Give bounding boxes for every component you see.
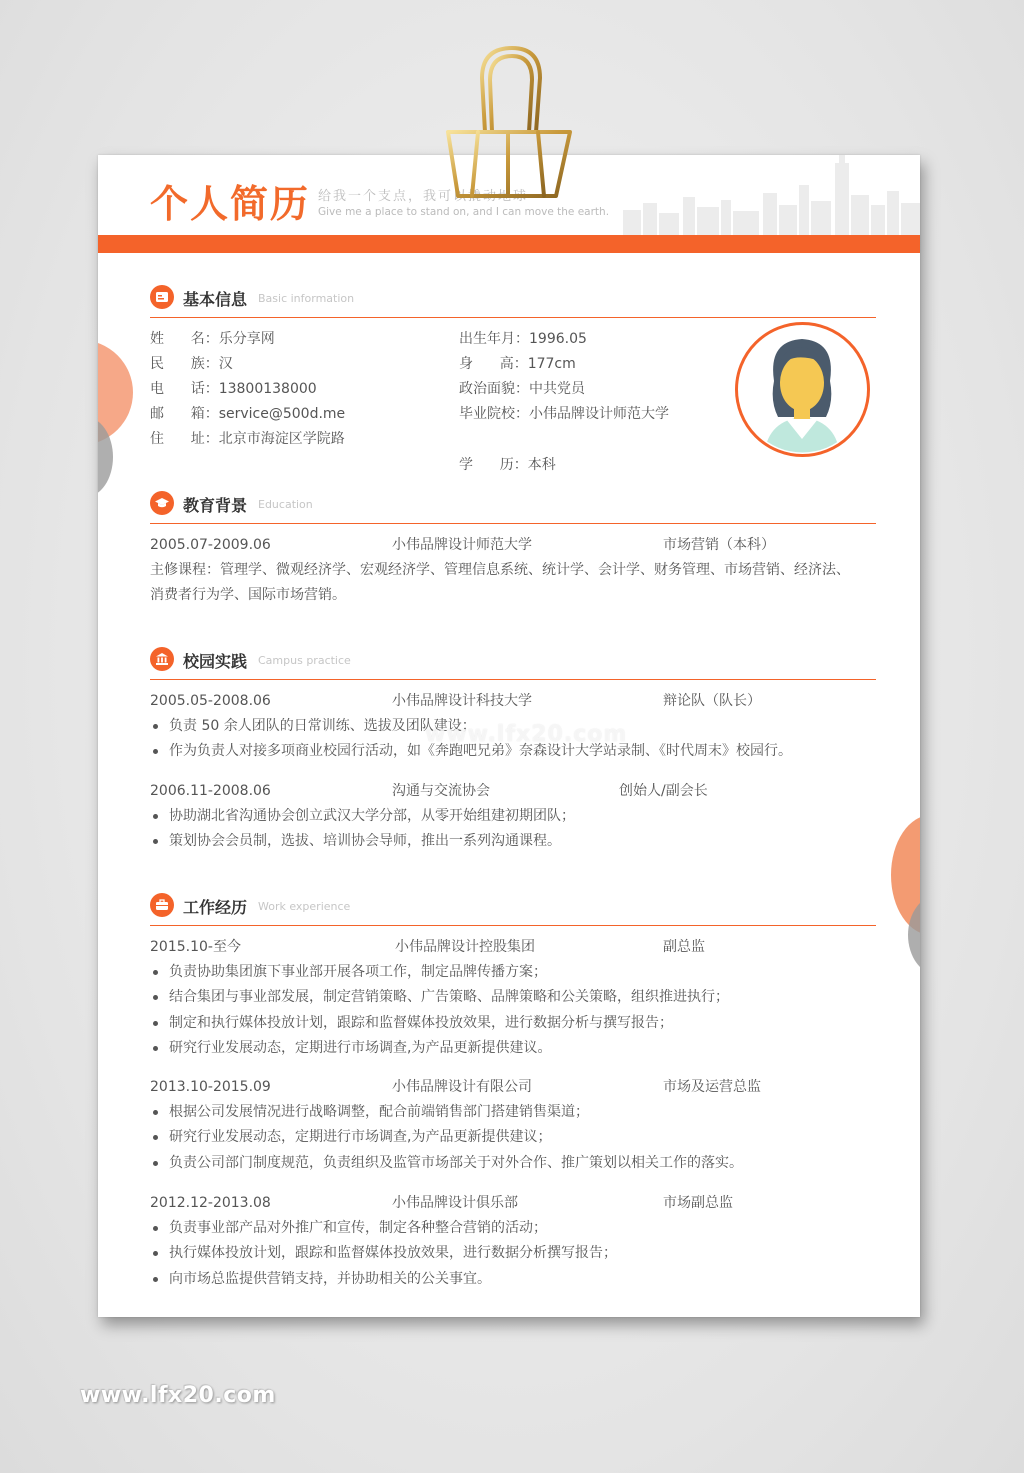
list-item: 研究行业发展动态，定期进行市场调查,为产品更新提供建议。 — [150, 1036, 729, 1061]
work-org: 小伟品牌设计俱乐部 — [392, 1195, 518, 1211]
list-item: 协助湖北省沟通协会创立武汉大学分部，从零开始组建初期团队； — [150, 804, 575, 829]
work-period: 2013.10-2015.09 — [150, 1079, 271, 1095]
education-courses-line2: 消费者行为学、国际市场营销。 — [150, 587, 346, 603]
section-title: 教育背景 — [183, 496, 248, 515]
id-card-icon — [150, 285, 174, 309]
list-item: 研究行业发展动态，定期进行市场调查,为产品更新提供建议； — [150, 1125, 743, 1150]
section-subtitle: Campus practice — [258, 654, 351, 667]
info-name: 姓 名：乐分享网 — [150, 331, 275, 347]
education-period: 2005.07-2009.06 — [150, 537, 271, 553]
list-item: 负责公司部门制度规范，负责组织及监管市场部关于对外合作、推广策划以相关工作的落实。 — [150, 1151, 743, 1176]
campus-role: 辩论队（队长） — [663, 693, 761, 709]
education-major: 市场营销（本科） — [663, 537, 775, 553]
info-politics: 政治面貌：中共党员 — [459, 381, 585, 397]
list-item: 负责协助集团旗下事业部开展各项工作，制定品牌传播方案； — [150, 960, 729, 985]
campus-org: 沟通与交流协会 — [392, 783, 490, 799]
avatar — [734, 321, 871, 458]
campus-building-icon — [150, 647, 174, 671]
briefcase-icon — [150, 893, 174, 917]
watermark-middle: www.lfx20.com — [425, 722, 628, 747]
education-school: 小伟品牌设计师范大学 — [392, 537, 532, 553]
info-address: 住 址：北京市海淀区学院路 — [150, 431, 345, 447]
watermark-bottom: www.lfx20.com — [80, 1383, 276, 1408]
section-header-education — [150, 491, 876, 524]
section-title: 校园实践 — [183, 652, 248, 671]
work-duties-list — [150, 1100, 743, 1176]
info-ethnicity: 民 族：汉 — [150, 356, 233, 372]
work-role: 市场及运营总监 — [663, 1079, 761, 1095]
list-item: 根据公司发展情况进行战略调整，配合前端销售部门搭建销售渠道； — [150, 1100, 743, 1125]
info-birth: 出生年月：1996.05 — [459, 331, 587, 347]
list-item: 制定和执行媒体投放计划，跟踪和监督媒体投放效果，进行数据分析与撰写报告； — [150, 1011, 729, 1036]
work-role: 副总监 — [663, 939, 705, 955]
list-item: 负责事业部产品对外推广和宣传，制定各种整合营销的活动； — [150, 1216, 617, 1241]
work-role: 市场副总监 — [663, 1195, 733, 1211]
list-item: 策划协会会员制，选拔、培训协会导师，推出一系列沟通课程。 — [150, 829, 575, 854]
city-skyline-icon — [613, 155, 920, 235]
graduation-cap-icon — [150, 491, 174, 515]
campus-period: 2006.11-2008.06 — [150, 783, 271, 799]
resume-title: 个人简历 — [150, 182, 311, 226]
work-duties-list — [150, 1216, 617, 1292]
work-period: 2015.10-至今 — [150, 939, 241, 955]
campus-duties-list — [150, 804, 575, 855]
section-subtitle: Education — [258, 498, 313, 511]
section-title: 基本信息 — [183, 290, 248, 309]
campus-period: 2005.05-2008.06 — [150, 693, 271, 709]
info-email: 邮 箱：service@500d.me — [150, 406, 346, 422]
section-header-basic — [150, 285, 876, 318]
work-duties-list — [150, 960, 729, 1061]
motto-chinese: 给我一个支点，我可以撬动地球 — [318, 189, 529, 204]
motto-english: Give me a place to stand on, and I can move the earth. — [318, 206, 610, 218]
campus-role: 创始人/副会长 — [619, 783, 708, 799]
section-subtitle: Work experience — [258, 900, 351, 913]
section-title: 工作经历 — [183, 898, 248, 917]
info-school: 毕业院校：小伟品牌设计师范大学 — [459, 406, 669, 422]
info-height: 身 高：177cm — [459, 356, 576, 372]
list-item: 执行媒体投放计划，跟踪和监督媒体投放效果，进行数据分析撰写报告； — [150, 1241, 617, 1266]
campus-org: 小伟品牌设计科技大学 — [392, 693, 532, 709]
section-header-work — [150, 893, 876, 926]
education-courses-line1: 主修课程：管理学、微观经济学、宏观经济学、管理信息系统、统计学、会计学、财务管理、市场营销、经济法、 — [150, 562, 850, 578]
header-divider-bar — [98, 235, 920, 253]
work-period: 2012.12-2013.08 — [150, 1195, 271, 1211]
binder-clip-icon — [430, 40, 580, 220]
list-item: 结合集团与事业部发展，制定营销策略、广告策略、品牌策略和公关策略，组织推进执行； — [150, 985, 729, 1010]
list-item: 负责 50 余人团队的日常训练、选拔及团队建设； — [150, 714, 792, 739]
section-subtitle: Basic information — [258, 292, 355, 305]
info-degree: 学 历：本科 — [459, 457, 556, 473]
info-phone: 电 话：13800138000 — [150, 381, 317, 397]
list-item: 向市场总监提供营销支持，并协助相关的公关事宜。 — [150, 1267, 617, 1292]
work-org: 小伟品牌设计控股集团 — [395, 939, 535, 955]
work-org: 小伟品牌设计有限公司 — [392, 1079, 532, 1095]
section-header-campus — [150, 647, 876, 680]
list-item: 作为负责人对接多项商业校园行活动，如《奔跑吧兄弟》奈森设计大学站录制、《时代周末》校园行。 — [150, 739, 792, 764]
